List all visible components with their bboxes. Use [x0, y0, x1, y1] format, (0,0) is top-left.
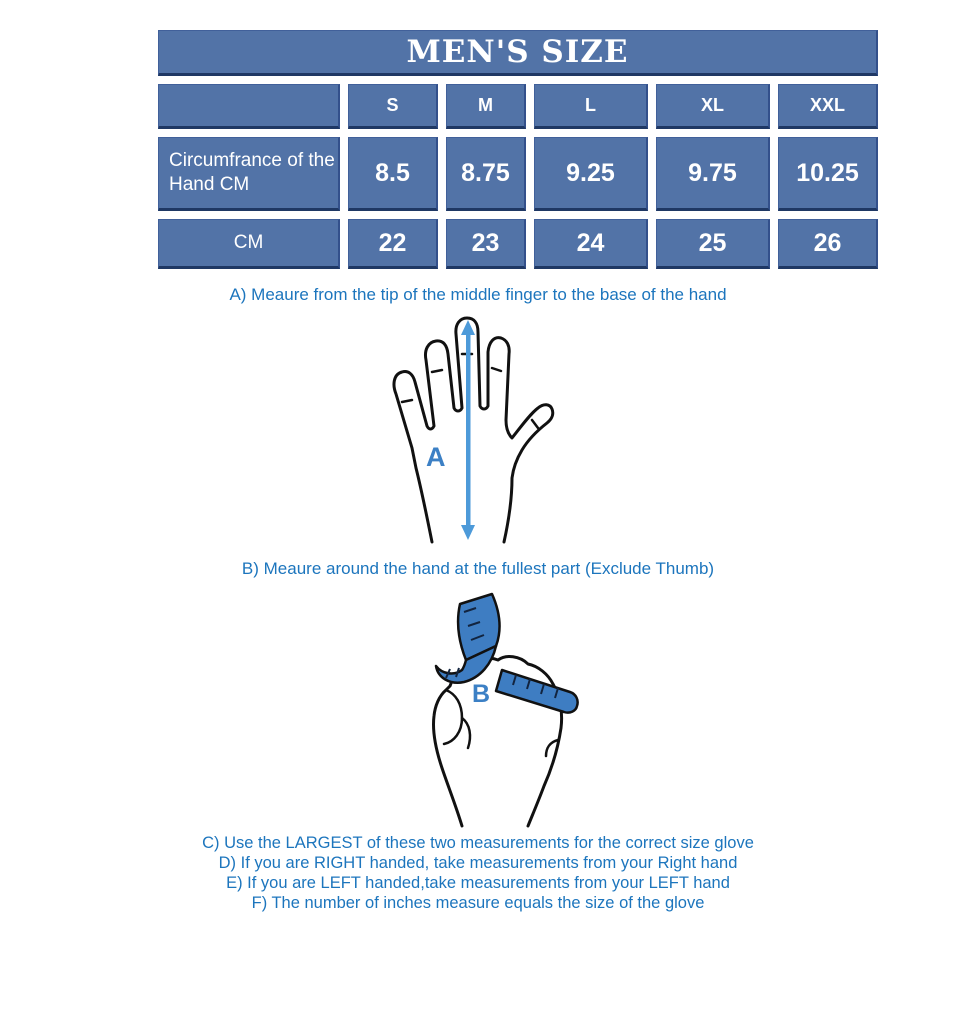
- size-header-l: L: [534, 84, 648, 129]
- table-corner-cell: [158, 84, 340, 129]
- open-hand-icon: [394, 318, 553, 542]
- cm-value-l: 24: [534, 219, 648, 269]
- cm-value-xl: 25: [656, 219, 770, 269]
- size-header-xl: XL: [656, 84, 770, 129]
- size-header-m: M: [446, 84, 526, 129]
- cm-value-xxl: 26: [778, 219, 878, 269]
- cm-value-m: 23: [446, 219, 526, 269]
- label-a: A: [426, 442, 446, 472]
- instruction-b: B) Meaure around the hand at the fullest part (Exclude Thumb): [241, 559, 715, 578]
- circumference-value-s: 8.5: [348, 137, 438, 211]
- instruction-f: F) The number of inches measure equals the size of the glove: [251, 894, 705, 912]
- hand-length-diagram: [386, 316, 558, 546]
- bottom-instructions: [0, 833, 956, 913]
- size-header-xxl: XXL: [778, 84, 878, 129]
- table-title: MEN'S SIZE: [158, 30, 878, 76]
- mens-size-table: [158, 30, 878, 269]
- instruction-e: E) If you are LEFT handed,take measurements from your LEFT hand: [226, 874, 730, 892]
- circumference-value-xl: 9.75: [656, 137, 770, 211]
- label-b: B: [472, 680, 491, 708]
- instruction-c: C) Use the LARGEST of these two measurements for the correct size glove: [202, 834, 754, 852]
- size-header-s: S: [348, 84, 438, 129]
- instruction-a: A) Meaure from the tip of the middle finger to the base of the hand: [229, 285, 727, 304]
- circumference-value-xxl: 10.25: [778, 137, 878, 211]
- row-label-cm: CM: [158, 219, 340, 269]
- row-label-circumference: Circumfrance of the Hand CM: [158, 137, 340, 211]
- cm-value-s: 22: [348, 219, 438, 269]
- hand-circumference-diagram: [398, 590, 582, 828]
- circumference-value-l: 9.25: [534, 137, 648, 211]
- instruction-d: D) If you are RIGHT handed, take measurements from your Right hand: [218, 854, 738, 872]
- circumference-value-m: 8.75: [446, 137, 526, 211]
